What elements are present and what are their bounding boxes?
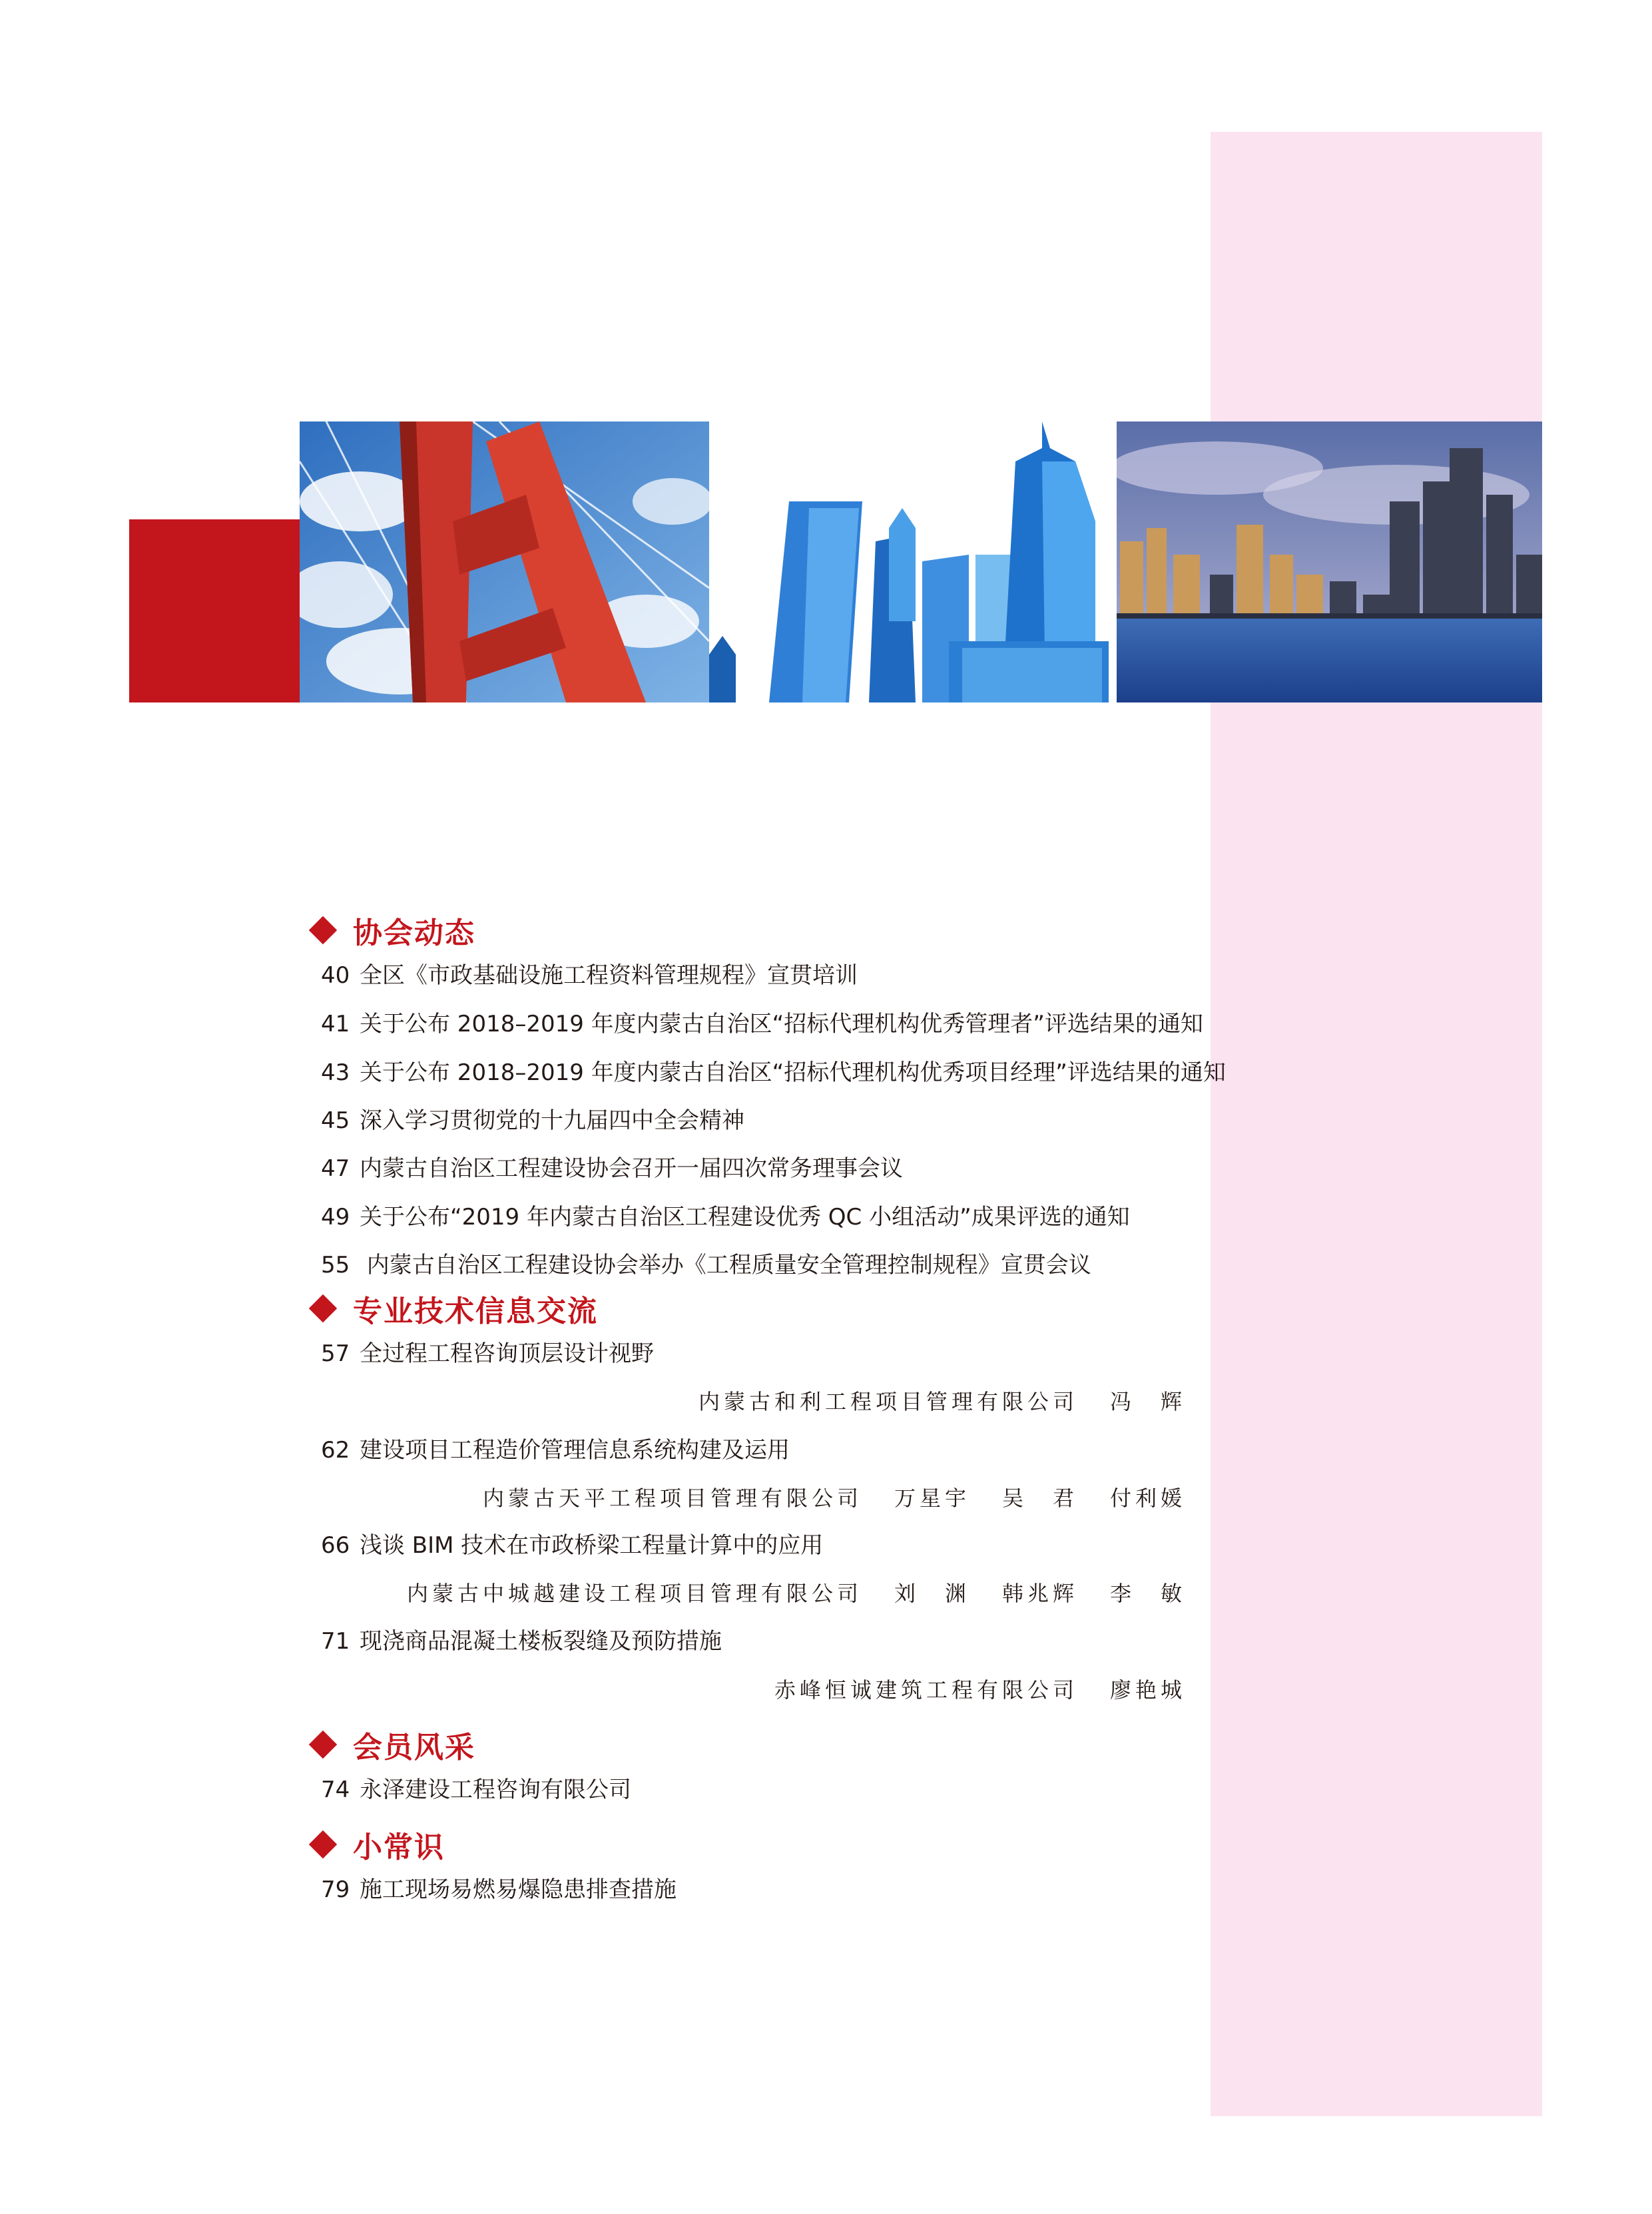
- toc-entry: [321, 1527, 823, 1564]
- author-line: [407, 1575, 1186, 1612]
- section-title: 会员风采: [353, 1731, 475, 1765]
- section-heading-common-knowledge: [306, 1821, 445, 1868]
- entry-title: 关于公布 2018–2019 年度内蒙古自治区“招标代理机构优秀管理者”评选结果的通知: [360, 1011, 1203, 1037]
- toc-entry: [321, 957, 858, 994]
- toc-entry: [321, 1102, 744, 1139]
- city-skyline-waterfront-photo: [1117, 421, 1542, 702]
- blue-skyscrapers-illustration: [709, 421, 1117, 702]
- toc-entry: [321, 1432, 790, 1469]
- entry-title: 浅谈 BIM 技术在市政桥梁工程量计算中的应用: [360, 1532, 824, 1559]
- page-number: 55: [321, 1252, 350, 1278]
- page-number: 49: [321, 1204, 350, 1231]
- section-heading-member-showcase: [306, 1721, 475, 1768]
- page-number: 79: [321, 1876, 350, 1903]
- header-banner: [300, 421, 1542, 702]
- section-title: 小常识: [353, 1830, 445, 1864]
- author-name: 李 敏: [1109, 1581, 1186, 1606]
- toc-entry: [321, 1005, 1203, 1043]
- author-org: 赤峰恒诚建筑工程有限公司: [774, 1677, 1078, 1703]
- red-diamond-icon: [309, 916, 337, 944]
- entry-title: 内蒙古自治区工程建设协会召开一届四次常务理事会议: [360, 1155, 903, 1182]
- entry-title: 关于公布“2019 年内蒙古自治区工程建设优秀 QC 小组活动”成果评选的通知: [360, 1204, 1130, 1231]
- author-name: 冯 辉: [1109, 1389, 1186, 1414]
- entry-title: 深入学习贯彻党的十九届四中全会精神: [360, 1107, 744, 1134]
- page-number: 57: [321, 1340, 350, 1367]
- entry-title: 全区《市政基础设施工程资料管理规程》宣贯培训: [360, 962, 858, 989]
- page-number: 45: [321, 1107, 350, 1134]
- toc-entry: [321, 1871, 677, 1908]
- entry-title: 建设项目工程造价管理信息系统构建及运用: [360, 1437, 790, 1464]
- toc-entry: [321, 1199, 1130, 1236]
- author-name: 吴 君: [1001, 1486, 1078, 1511]
- section-heading-association-news: [306, 907, 475, 954]
- entry-title: 内蒙古自治区工程建设协会举办《工程质量安全管理控制规程》宣贯会议: [360, 1252, 1091, 1278]
- red-bridge-tower-photo: [300, 421, 709, 702]
- author-name: 韩兆辉: [1001, 1581, 1078, 1606]
- red-diamond-icon: [309, 1294, 337, 1322]
- toc-entry: [321, 1246, 1091, 1284]
- author-org: 内蒙古中城越建设工程项目管理有限公司: [406, 1581, 862, 1606]
- author-name: 刘 渊: [894, 1581, 970, 1606]
- entry-title: 永泽建设工程咨询有限公司: [360, 1777, 631, 1803]
- entry-title: 施工现场易燃易爆隐患排查措施: [360, 1876, 677, 1903]
- page-number: 41: [321, 1011, 350, 1037]
- page-number: 43: [321, 1059, 350, 1086]
- entry-title: 全过程工程咨询顶层设计视野: [360, 1340, 654, 1367]
- entry-title: 关于公布 2018–2019 年度内蒙古自治区“招标代理机构优秀项目经理”评选结果的通知: [360, 1059, 1226, 1086]
- author-line: [698, 1383, 1186, 1420]
- author-org: 内蒙古和利工程项目管理有限公司: [698, 1389, 1078, 1414]
- author-line: [774, 1671, 1186, 1709]
- section-heading-technical-exchange: [306, 1285, 598, 1332]
- red-accent-block: [129, 519, 301, 702]
- toc-entry: [321, 1335, 654, 1372]
- author-line: [483, 1480, 1186, 1517]
- toc-entry: [321, 1150, 903, 1187]
- entry-title: 现浇商品混凝土楼板裂缝及预防措施: [360, 1628, 722, 1655]
- page-number: 71: [321, 1628, 350, 1655]
- page-number: 74: [321, 1777, 350, 1803]
- author-name: 万星宇: [894, 1486, 970, 1511]
- toc-entry: [321, 1771, 631, 1808]
- section-title: 协会动态: [353, 916, 475, 950]
- toc-entry: [321, 1054, 1226, 1091]
- page-number: 47: [321, 1155, 350, 1182]
- page-number: 40: [321, 962, 350, 989]
- author-org: 内蒙古天平工程项目管理有限公司: [482, 1486, 862, 1511]
- page-number: 62: [321, 1437, 350, 1464]
- page-number: 66: [321, 1532, 350, 1559]
- toc-entry: [321, 1623, 722, 1660]
- author-name: 付利媛: [1109, 1486, 1186, 1511]
- section-title: 专业技术信息交流: [353, 1294, 598, 1328]
- author-name: 廖艳城: [1109, 1677, 1186, 1703]
- red-diamond-icon: [309, 1830, 337, 1858]
- red-diamond-icon: [309, 1731, 337, 1759]
